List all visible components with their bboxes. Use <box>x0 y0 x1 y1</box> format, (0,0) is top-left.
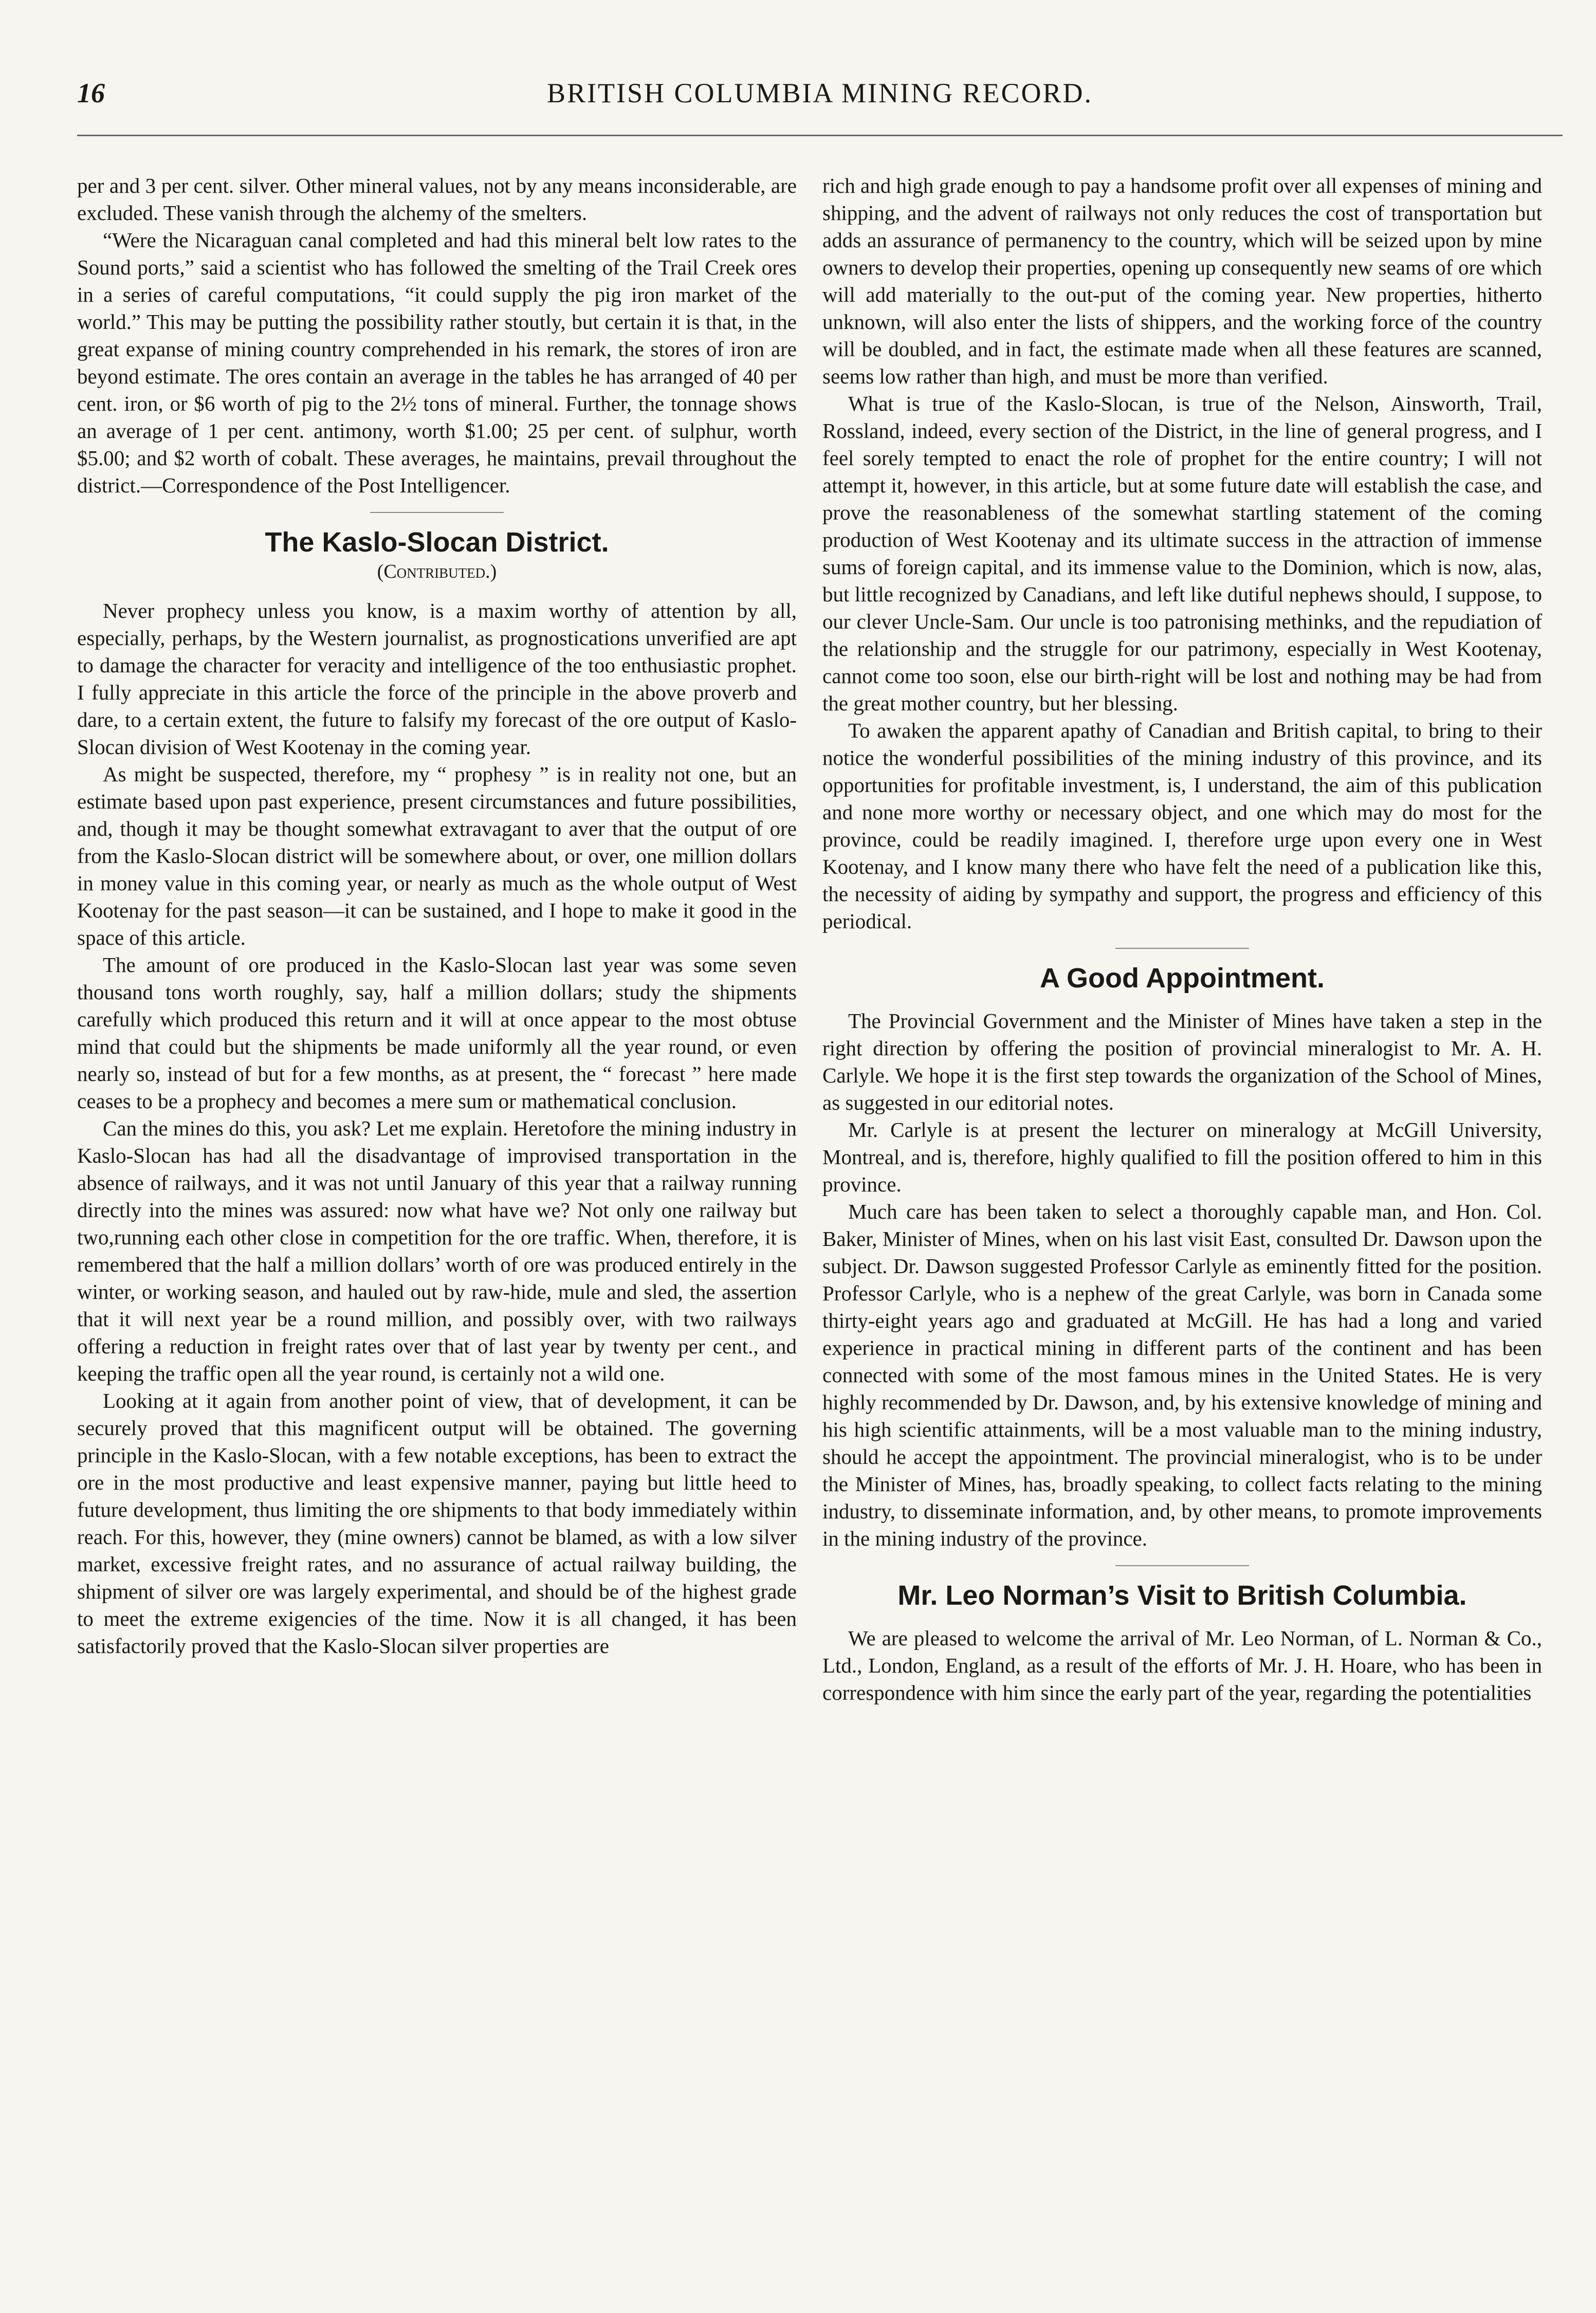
article-paragraph: Never prophecy unless you know, is a maxim worthy of attention by all, especially, perhaps, by the Western journalist, as prognostications unverified are apt to damage the character for veracity and intelligence of the too enthusiastic prophet. I fully appreciate in this article the force of the principle in the above proverb and dare, to a certain extent, the future to falsify my forecast of the ore output of Kaslo-Slocan division of West Kootenay in the coming year. <box>77 599 797 759</box>
article-paragraph: We are pleased to welcome the arrival of Mr. Leo Norman, of L. Norman & Co., Ltd., London, England, as a result of the efforts of Mr. J. H. Hoare, who has been in correspondence with him since the early part of the year, regarding the potentialities <box>822 1626 1542 1704</box>
right-column <box>822 172 1542 1706</box>
article-paragraph: The amount of ore produced in the Kaslo-Slocan last year was some seven thousand tons worth roughly, say, half a million dollars; study the shipments carefully which produced this return and it will at once appear to the most obtuse mind that could but the shipments be made uniformly all the year round, or even nearly so, instead of but for a few months, as at present, the “ forecast ” here made ceases to be a prophecy and becomes a mere sum or mathematical conclusion. <box>77 953 797 1113</box>
journal-title: BRITISH COLUMBIA MINING RECORD. <box>546 78 1093 108</box>
spacer <box>822 949 1542 962</box>
spacer <box>77 513 797 526</box>
continued-paragraph: per and 3 per cent. silver. Other mineral values, not by any means inconsiderable, are excluded. These vanish through the alchemy of the smelters. <box>77 174 797 225</box>
page-header <box>77 77 1563 123</box>
spacer <box>822 1566 1542 1579</box>
spacer <box>77 499 797 512</box>
article-paragraph: Looking at it again from another point of view, that of development, it can be securely proved that this magnificent output will be obtained. The governing principle in the Kaslo-Slocan, with a few notable exceptions, has been to extract the ore in the most productive and least expensive manner, paying but little heed to future development, thus limiting the ore shipments to that body immediately within reach. For this, however, they (mine owners) cannot be blamed, as with a low silver market, excessive freight rates, and no assurance of actual railway building, the shipment of silver ore was largely experimental, and should be of the highest grade to meet the extreme exigencies of the time. Now it is all changed, it has been satisfactorily proved that the Kaslo-Slocan silver properties are <box>77 1389 797 1658</box>
page-number: 16 <box>77 78 105 108</box>
article-paragraph: Mr. Carlyle is at present the lecturer on mineralogy at McGill University, Montreal, and is, therefore, highly qualified to fill the position offered to him in this province. <box>822 1118 1542 1196</box>
continued-paragraph: “Were the Nicaraguan canal completed and had this mineral belt low rates to the Sound ports,” said a scientist who has followed the smelting of the Trail Creek ores in a series of careful computations, “it could supply the pig iron market of the world.” This may be putting the possibility rather stoutly, but certain it is that, in the great expanse of mining country comprehended in his remark, the stores of iron are beyond estimate. The ores contain an average in the tables he has arranged of 40 per cent. iron, or $6 worth of pig to the 2½ tons of mineral. Further, the tonnage shows an average of 1 per cent. antimony, worth $1.00; 25 per cent. of sulphur, worth $5.00; and $2 worth of cobalt. These averages, he maintains, prevail throughout the district.—Correspondence of the Post Intelligencer. <box>77 228 797 497</box>
header-rule <box>77 135 1563 136</box>
spacer <box>77 584 797 597</box>
article-paragraph: Much care has been taken to select a thoroughly capable man, and Hon. Col. Baker, Minister of Mines, when on his last visit East, consulted Dr. Dawson upon the subject. Dr. Dawson suggested Professor Carlyle as eminently fitted for the position. Professor Carlyle, who is a nephew of the great Carlyle, was born in Canada some thirty-eight years ago and graduated at McGill. He has had a long and varied experience in practical mining in different parts of the continent and has been connected with some of the most famous mines in the United States. He is very highly recommended by Dr. Dawson, and, by his extensive knowledge of mining and his high scientific attainments, will be a most valuable man to the mining industry, should he accept the appointment. The provincial mineralogist, who is to be under the Minister of Mines, has, broadly speaking, to collect facts relating to the mining industry, to disseminate information, and, by other means, to promote improvements in the mining industry of the province. <box>822 1200 1542 1550</box>
spacer <box>822 935 1542 948</box>
continued-paragraph: What is true of the Kaslo-Slocan, is true of the Nelson, Ainsworth, Trail, Rossland, indeed, every section of the District, in the line of general progress, and I feel sorely tempted to enact the role of prophet for the entire country; I will not attempt it, however, in this article, but at some future date will establish the case, and prove the reasonableness of the somewhat startling statement of the coming production of West Kootenay and its ultimate success in the attraction of immense sums of foreign capital, and its immense value to the Dominion, which is now, alas, but little recognized by Canadians, and left like dutiful nephews should, I suppose, to our clever Uncle-Sam. Our uncle is too patronising methinks, and the repudiation of the relationship and the struggle for our patrimony, especially in West Kootenay, cannot come too soon, else our birth-right will be lost and nothing may be had from the great mother country, but her blessing. <box>822 392 1542 715</box>
left-column <box>77 172 797 1660</box>
article-title: Mr. Leo Norman’s Visit to British Columbia. <box>897 1580 1467 1611</box>
article-title: The Kaslo-Slocan District. <box>265 527 609 558</box>
spacer <box>822 1552 1542 1565</box>
continued-paragraph: rich and high grade enough to pay a handsome profit over all expenses of mining and shipping, and the advent of railways not only reduces the cost of transportation but adds an assurance of permanency to the country, which will be seized upon by mine owners to develop their properties, opening up consequently new seams of ore which will add materially to the out-put of the coming year. New properties, hitherto unknown, will also enter the lists of shippers, and the working force of the country will be doubled, and in fact, the estimate made when all these features are scanned, seems low rather than high, and must be more than verified. <box>822 174 1542 388</box>
article-paragraph: The Provincial Government and the Minister of Mines have taken a step in the right direction by offering the position of provincial mineralogist to Mr. A. H. Carlyle. We hope it is the first step towards the organization of the School of Mines, as suggested in our editorial notes. <box>822 1009 1542 1114</box>
article-title: A Good Appointment. <box>1040 963 1325 994</box>
article-byline: (Contributed.) <box>377 561 497 582</box>
spacer <box>822 995 1542 1007</box>
article-paragraph: As might be suspected, therefore, my “ prophesy ” is in reality not one, but an estimate based upon past experience, present circumstances and future possibilities, and, though it may be thought somewhat extravagant to aver that the output of ore from the Kaslo-Slocan district will be somewhere about, or over, one million dollars in money value in this coming year, or nearly as much as the whole output of West Kootenay for the past season—it can be sustained, and I hope to make it good in the space of this article. <box>77 762 797 949</box>
continued-paragraph: To awaken the apparent apathy of Canadian and British capital, to bring to their notice the wonderful possibilities of the mining industry of this province, and its opportunities for profitable investment, is, I understand, the aim of this publication and none more worthy or necessary object, and one which may do most for the province, could be readily imagined. I, therefore urge upon every one in West Kootenay, and I know many there who have felt the need of a publication like this, the necessity of aiding by sympathy and support, the progress and efficiency of this periodical. <box>822 719 1542 933</box>
article-paragraph: Can the mines do this, you ask? Let me explain. Heretofore the mining industry in Kaslo-Slocan has had all the disadvantage of improvised transportation in the absence of railways, and it was not until January of this year that a railway running directly into the mines was assured: now what have we? Not only one railway but two,running each other close in competition for the ore traffic. When, therefore, it is remembered that the half a million dollars’ worth of ore was produced entirely in the winter, or working season, and hauled out by raw-hide, mule and sled, the assertion that it will next year be a round million, and possibly over, with two railways offering a reduction in freight rates over that of last year by twenty per cent., and keeping the traffic open all the year round, is certainly not a wild one. <box>77 1116 797 1385</box>
spacer <box>822 1612 1542 1625</box>
